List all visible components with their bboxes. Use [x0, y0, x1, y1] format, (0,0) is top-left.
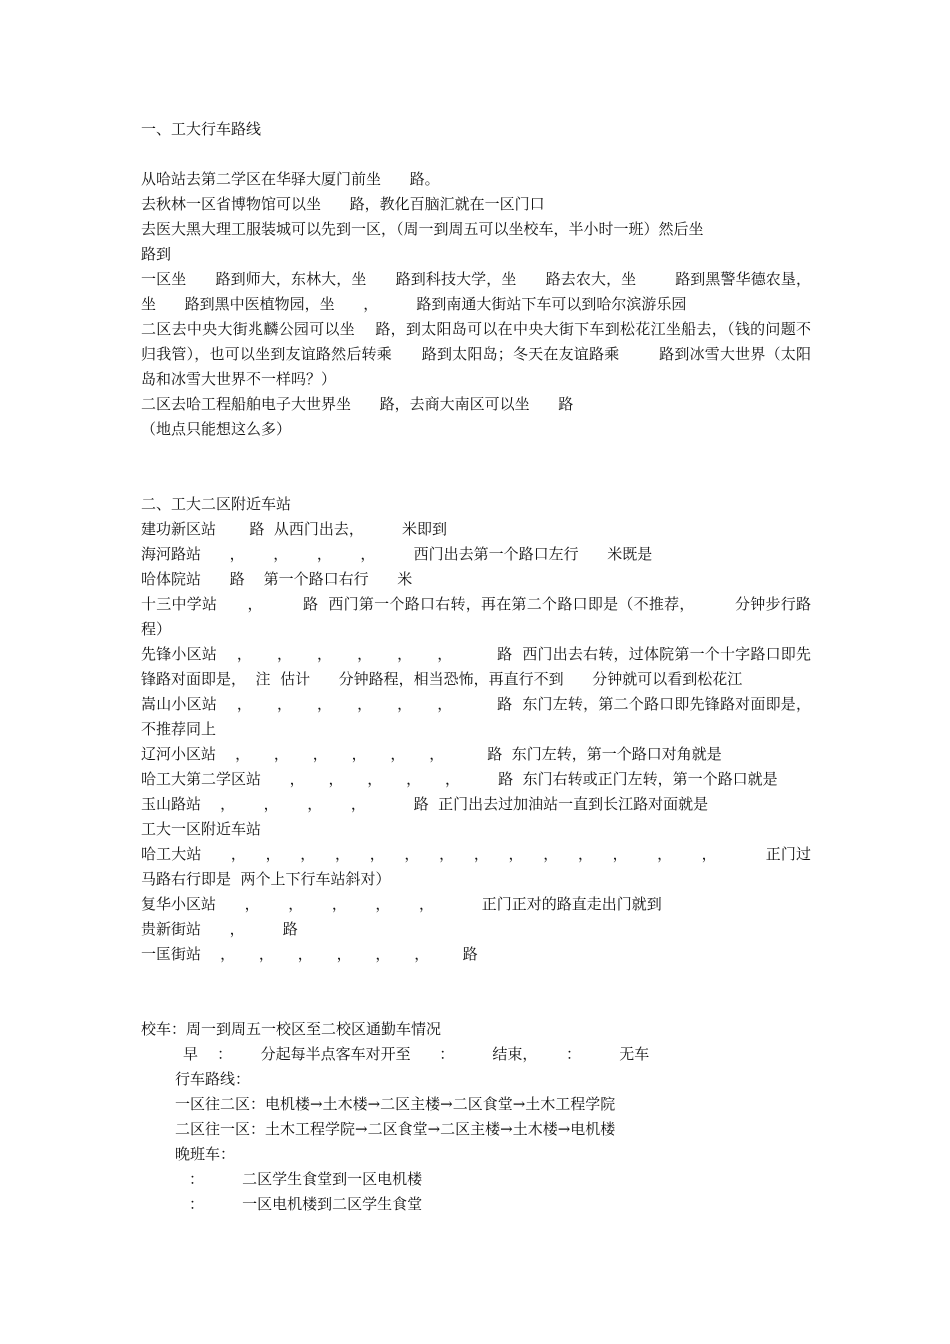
paragraph: 辽河小区站 ， ， ， ， ， ， 路 东门左转，第一个路口对角就是	[141, 745, 722, 763]
paragraph: 哈工大第二学区站 ， ， ， ， ， 路 东门右转或正门左转，第一个路口就是	[141, 770, 778, 788]
route-label: 行车路线：	[175, 1070, 251, 1088]
paragraph: 玉山路站 ， ， ， ， 路 正门出去过加油站一直到长江路对面就是	[141, 795, 709, 813]
document-page	[141, 117, 811, 1217]
paragraph: 一区坐 路到师大，东林大，坐 路到科技大学，坐 路去农大，坐 路到黑警华德农垦，坐 路到黑中医植物园，坐 ， 路到南通大街站下车可以到哈尔滨游乐园	[141, 270, 811, 313]
night-line: ： 一区电机楼到二区学生食堂	[189, 1195, 423, 1213]
paragraph: 贵新街站 ， 路	[141, 920, 298, 938]
night-label: 晚班车：	[175, 1145, 236, 1163]
paragraph: 二区去中央大街兆麟公园可以坐 路，到太阳岛可以在中央大街下车到松花江坐船去，（钱的问题不归我管），也可以坐到友谊路然后转乘 路到太阳岛；冬天在友谊路乘 路到冰雪大世界（太阳岛和冰雪大世界不一样吗？）	[141, 320, 811, 388]
paragraph: 嵩山小区站 ， ， ， ， ， ， 路 东门左转，第二个路口即先锋路对面即是，不推荐同上	[141, 695, 811, 738]
paragraph: 复华小区站 ， ， ， ， ， 正门正对的路直走出门就到	[141, 895, 662, 913]
spacer	[141, 967, 811, 1017]
section1-heading: 一、工大行车路线	[141, 120, 262, 138]
schedule-line: 早 ： 分起每半点客车对开至 ： 结束， ： 无车	[183, 1045, 650, 1063]
paragraph: 去秋林一区省博物馆可以坐 路，教化百脑汇就在一区门口	[141, 195, 545, 213]
paragraph: 建功新区站 路 从西门出去， 米即到	[141, 520, 448, 538]
route-line: 一区往二区：电机楼→土木楼→二区主楼→二区食堂→土木工程学院	[175, 1095, 616, 1113]
subheading: 工大一区附近车站	[141, 820, 262, 838]
paragraph: 十三中学站 ， 路 西门第一个路口右转，再在第二个路口即是（不推荐， 分钟步行路程）	[141, 595, 811, 638]
paragraph: 二区去哈工程船舶电子大世界坐 路，去商大南区可以坐 路	[141, 395, 574, 413]
paragraph: 一匡街站 ， ， ， ， ， ， 路	[141, 945, 478, 963]
paragraph: 从哈站去第二学区在华驿大厦门前坐 路。	[141, 170, 440, 188]
section2-heading: 二、工大二区附近车站	[141, 495, 292, 513]
paragraph: 先锋小区站 ， ， ， ， ， ， 路 西门出去右转，过体院第一个十字路口即先锋路对面即是， 注 估计 分钟路程，相当恐怖，再直行不到 分钟就可以看到松花江	[141, 645, 811, 688]
section3-heading: 校车：周一到周五一校区至二校区通勤车情况	[141, 1020, 442, 1038]
route-line: 二区往一区：土木工程学院→二区食堂→二区主楼→土木楼→电机楼	[175, 1120, 616, 1138]
paragraph: 路到	[141, 245, 172, 263]
spacer	[141, 442, 811, 492]
paragraph: 海河路站 ， ， ， ， 西门出去第一个路口左行 米既是	[141, 545, 653, 563]
night-line: ： 二区学生食堂到一区电机楼	[189, 1170, 423, 1188]
paragraph: 哈体院站 路 第一个路口右行 米	[141, 570, 413, 588]
spacer	[141, 142, 811, 167]
paragraph: 去医大黑大理工服装城可以先到一区，（周一到周五可以坐校车，半小时一班）然后坐	[141, 220, 704, 238]
paragraph: （地点只能想这么多）	[141, 420, 292, 438]
paragraph: 哈工大站 ， ， ， ， ， ， ， ， ， ， ， ， ， ， 正门过马路右行即是 两个上下行车站斜对）	[141, 845, 811, 888]
